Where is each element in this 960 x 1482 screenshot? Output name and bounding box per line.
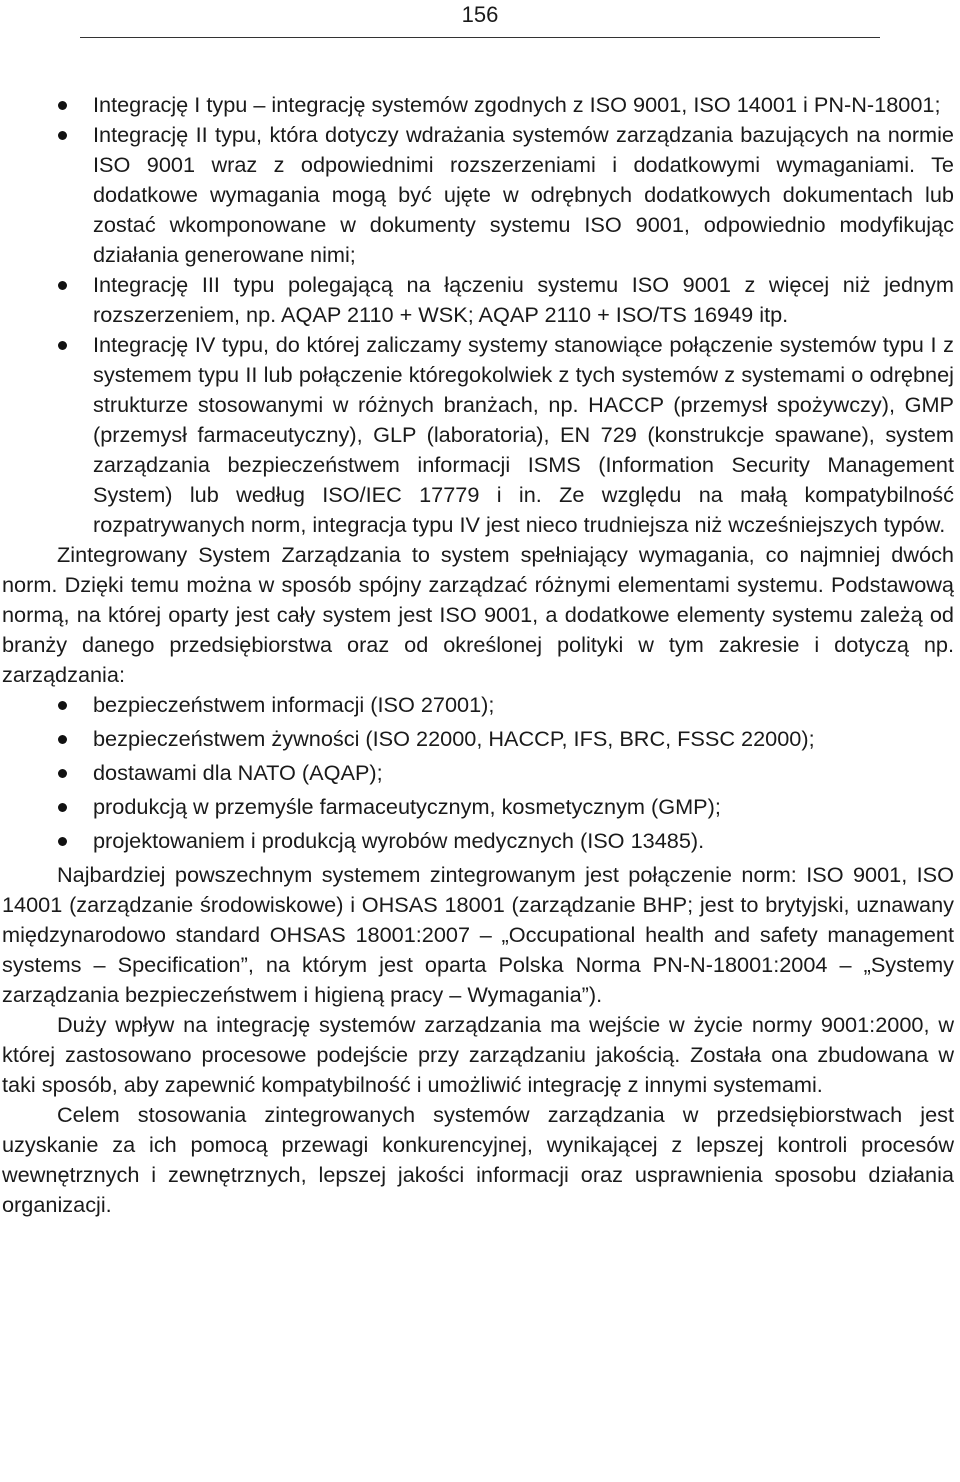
bullet-icon	[58, 803, 67, 812]
paragraph-purpose: Celem stosowania zintegrowanych systemów zarządzania w przedsiębiorstwach jest uzyskanie za ich pomocą przewagi konkurencyjnej, wynikającej z lepszej kontroli procesów wewnętrznych i zewnętrznych, lepszej jakości informacji oraz usprawnienia sposobu działania organizacji.	[2, 1102, 954, 1217]
page-header	[0, 0, 960, 40]
list-item: Integrację IV typu, do której zaliczamy systemy stanowiące połączenie systemów typu I z systemem typu II lub połączenie któregokolwiek z tych systemów z systemami o odrębnej strukturze stosowanymi w różnych branżach, np. HACCP (przemysł spożywczy), GMP (przemysł farmaceutyczny), GLP (laboratoria), EN 729 (konstrukcje spawane), system zarządzania bezpieczeństwem informacji ISMS (Information Security Management System) lub według ISO/IEC 17779 i in. Ze względu na małą kompatybilność rozpatrywanych norm, integracja typu IV jest nieco trudniejsza niż wcześniejszych typów.	[2, 330, 954, 540]
bullet-icon	[58, 341, 67, 350]
list-item: Integrację III typu polegającą na łączeniu systemu ISO 9001 z więcej niż jednym rozszerzeniem, np. AQAP 2110 + WSK; AQAP 2110 + ISO/TS 16949 itp.	[2, 270, 954, 330]
list-item: Integrację I typu – integrację systemów zgodnych z ISO 9001, ISO 14001 i PN-N-18001;	[2, 90, 954, 120]
management-areas-list	[2, 690, 954, 856]
list-item: produkcją w przemyśle farmaceutycznym, kosmetycznym (GMP);	[2, 792, 954, 822]
bullet-icon	[58, 281, 67, 290]
page-body	[2, 90, 954, 1220]
header-rule	[80, 37, 880, 38]
list-item: Integrację II typu, która dotyczy wdrażania systemów zarządzania bazujących na normie ISO 9001 wraz z odpowiednimi rozszerzeniami i dodatkowymi wymaganiami. Te dodatkowe wymagania mogą być ujęte w odrębnych dodatkowych dokumentach lub zostać wkomponowane w dokumenty systemu ISO 9001, odpowiednio modyfikując działania generowane nimi;	[2, 120, 954, 270]
bullet-icon	[58, 701, 67, 710]
list-item: bezpieczeństwem żywności (ISO 22000, HACCP, IFS, BRC, FSSC 22000);	[2, 724, 954, 754]
list-item: bezpieczeństwem informacji (ISO 27001);	[2, 690, 954, 720]
list-item: projektowaniem i produkcją wyrobów medycznych (ISO 13485).	[2, 826, 954, 856]
bullet-icon	[58, 131, 67, 140]
paragraph-iso-9001-2000: Duży wpływ na integrację systemów zarządzania ma wejście w życie normy 9001:2000, w której zastosowano procesowe podejście przy zarządzaniu jakością. Została ona zbudowana w taki sposób, aby zapewnić kompatybilność i umożliwić integrację z innymi systemami.	[2, 1012, 954, 1097]
integration-types-list	[2, 90, 954, 540]
bullet-icon	[58, 101, 67, 110]
page-number: 156	[461, 2, 499, 27]
bullet-icon	[58, 769, 67, 778]
bullet-icon	[58, 837, 67, 846]
list-item: dostawami dla NATO (AQAP);	[2, 758, 954, 788]
paragraph-common-system: Najbardziej powszechnym systemem zintegrowanym jest połączenie norm: ISO 9001, ISO 14001 (zarządzanie środowiskowe) i OHSAS 18001 (zarządzanie BHP; jest to brytyjski, uznawany międzynarodowo standard OHSAS 18001:2007 – „Occupational health and safety management systems – Specification”, na którym jest oparta Polska Norma PN-N-18001:2004 – „Systemy zarządzania bezpieczeństwem i higieną pracy – Wymagania”).	[2, 862, 954, 1007]
paragraph-integrated-system: Zintegrowany System Zarządzania to system spełniający wymagania, co najmniej dwóch norm. Dzięki temu można w sposób spójny zarządzać różnymi elementami systemu. Podstawową normą, na której oparty jest cały system jest ISO 9001, a dodatkowe elementy systemu zależą od branży danego przedsiębiorstwa oraz od określonej polityki w tym zakresie i dotyczą np. zarządzania:	[2, 542, 954, 687]
bullet-icon	[58, 735, 67, 744]
